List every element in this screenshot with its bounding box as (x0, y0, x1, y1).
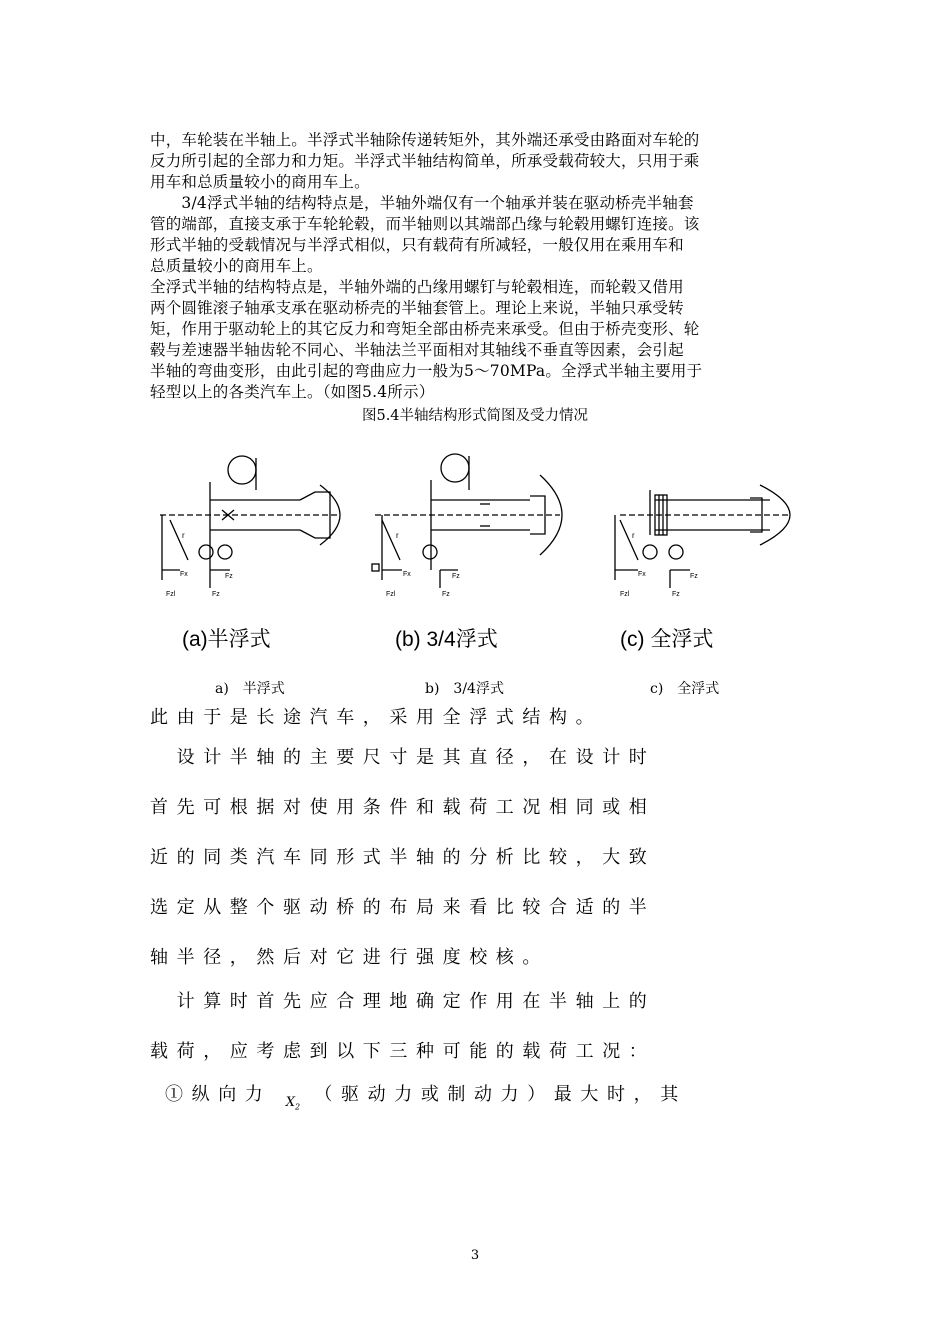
symbol-fx-b: Fx (403, 571, 411, 578)
panel-title-b: (b) 3/4浮式 (395, 628, 498, 651)
panel-b-drawing (372, 454, 562, 598)
symbol-fz-lower: Fz (212, 591, 220, 598)
text-line: 3/4浮式半轴的结构特点是，半轴外端仅有一个轴承并装在驱动桥壳半轴套 (150, 194, 694, 212)
text-line: 反力所引起的全部力和力矩。半浮式半轴结构简单，所承受载荷较大，只用于乘 (150, 152, 700, 170)
symbol-r: r (182, 531, 185, 540)
symbol-fz: Fz (225, 573, 233, 580)
panel-title-a: (a)半浮式 (182, 628, 271, 651)
intro-text (150, 130, 800, 403)
sublabel-a: a) 半浮式 (215, 681, 285, 697)
body-line: 此由于是长途汽车，采用全浮式结构。 (150, 707, 603, 728)
figure-caption: 图5.4半轴结构形式简图及受力情况 (361, 408, 589, 424)
text-line: 矩，作用于驱动轮上的其它反力和弯矩全部由桥壳来承受。但由于桥壳变形、轮 (150, 320, 700, 338)
half-shaft-figure (150, 440, 800, 670)
panel-c-drawing (615, 485, 790, 598)
sublabel-c: c) 全浮式 (650, 681, 720, 697)
symbol-fzl: Fzl (166, 591, 176, 598)
symbol-fz-c: Fz (690, 573, 698, 580)
symbol-fx: Fx (180, 571, 188, 578)
page-number: 3 (470, 1248, 480, 1263)
panel-a-drawing (160, 456, 340, 598)
body-line: 设计半轴的主要尺寸是其直径，在设计时 (150, 747, 656, 768)
text-line: 总质量较小的商用车上。 (150, 257, 323, 275)
text-line: 毂与差速器半轴齿轮不同心、半轴法兰平面相对其轴线不垂直等因素，会引起 (150, 341, 684, 359)
body-line: 轴半径，然后对它进行强度校核。 (150, 947, 549, 968)
symbol-fx-c: Fx (638, 571, 646, 578)
text-line: 两个圆锥滚子轴承支承在驱动桥壳的半轴套管上。理论上来说，半轴只承受转 (150, 299, 684, 317)
symbol-fz-c-lower: Fz (672, 591, 680, 598)
sublabel-b: b) 3/4浮式 (425, 681, 504, 697)
text-line: 全浮式半轴的结构特点是，半轴外端的凸缘用螺钉与轮毂相连，而轮毂又借用 (150, 278, 684, 296)
symbol-fz-b-lower: Fz (442, 591, 450, 598)
symbol-r-c: r (632, 531, 635, 540)
symbol-fzl-b: Fzl (386, 591, 396, 598)
text-line: 形式半轴的受载情况与半浮式相似，只有载荷有所减轻，一般仅用在乘用车和 (150, 236, 684, 254)
text-line: 用车和总质量较小的商用车上。 (150, 173, 370, 191)
body-line: 载荷，应考虑到以下三种可能的载荷工况： (150, 1041, 656, 1062)
text-line: 管的端部，直接支承于车轮轮毂，而半轴则以其端部凸缘与轮毂用螺钉连接。该 (150, 215, 700, 233)
body-line: 近的同类汽车同形式半轴的分析比较，大致 (150, 847, 656, 868)
body-line: 首先可根据对使用条件和载荷工况相同或相 (150, 797, 656, 818)
symbol-r-b: r (396, 531, 399, 540)
text-line: 半轴的弯曲变形，由此引起的弯曲应力一般为5～70MPa。全浮式半轴主要用于 (150, 362, 703, 380)
body-line: 计算时首先应合理地确定作用在半轴上的 (150, 991, 656, 1012)
text-line: 轻型以上的各类汽车上。（如图5.4所示） (150, 383, 435, 401)
symbol-fzl-c: Fzl (620, 591, 630, 598)
symbol-fz-b: Fz (452, 573, 460, 580)
text-after-symbol: （驱动力或制动力）最大时，其 (314, 1084, 687, 1105)
body-line: 选定从整个驱动桥的布局来看比较合适的半 (150, 897, 656, 918)
text-before-symbol: ①纵向力 (165, 1084, 272, 1105)
body-line-last (165, 1080, 805, 1112)
symbol-x2: X2 (285, 1095, 301, 1112)
panel-title-c: (c) 全浮式 (620, 628, 714, 651)
text-line: 中，车轮装在半轴上。半浮式半轴除传递转矩外，其外端还承受由路面对车轮的 (150, 131, 700, 149)
